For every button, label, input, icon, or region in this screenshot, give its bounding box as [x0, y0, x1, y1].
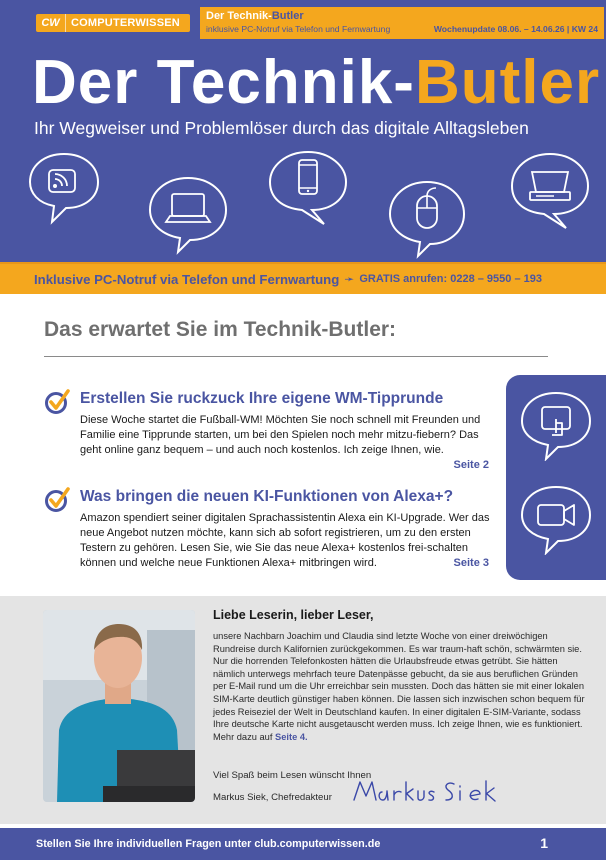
- letter-author: Markus Siek, Chefredakteur: [213, 792, 332, 803]
- contents-item-page[interactable]: Seite 2: [453, 459, 489, 471]
- letter-page-ref[interactable]: Seite 4.: [275, 731, 308, 742]
- checkmark-icon: [44, 388, 70, 414]
- editor-photo: [43, 610, 195, 802]
- pc-notruf-strip: [0, 262, 606, 294]
- tablet-touch-icon: [518, 389, 594, 461]
- checkmark-icon: [44, 486, 70, 512]
- wifi-icon: [22, 148, 106, 226]
- laptop-icon: [142, 172, 234, 256]
- device-icon-row: [0, 140, 606, 262]
- arrow-right-icon: ➛: [344, 272, 355, 286]
- issue-info-box: [200, 7, 604, 39]
- publication-title: Der Technik-Butler: [32, 48, 601, 117]
- masthead: [0, 0, 606, 262]
- scanner-icon: [504, 148, 596, 232]
- smartphone-icon: [262, 146, 354, 228]
- signature: [350, 776, 500, 806]
- side-icon-panel: [506, 375, 606, 580]
- page-number: 1: [540, 835, 548, 851]
- video-camera-icon: [518, 483, 594, 555]
- contents-item[interactable]: [44, 388, 494, 476]
- letter-closing: Viel Spaß beim Lesen wünscht Ihnen: [213, 770, 372, 781]
- publication-subtitle: Ihr Wegweiser und Problemlöser durch das digitale Alltagsleben: [34, 118, 529, 138]
- logo-badge: CW: [36, 14, 66, 32]
- issue-title: Der Technik-Butler: [206, 10, 304, 22]
- contents-heading: Das erwartet Sie im Technik-Butler:: [44, 318, 397, 341]
- logo-name: COMPUTERWISSEN: [71, 17, 180, 29]
- issue-meta: [206, 23, 598, 36]
- page-footer: [0, 828, 606, 860]
- letter-body: unsere Nachbarn Joachim und Claudia sind letzte Woche von einer dreiwöchigen Rundreise durch Kalifornien zurückgekommen. Es war traum-haft schön, schwärmten sie. Nur die horrenden Telefonkosten hätten die Urlaubsfreude etwas getrübt. Sie hätten nämlich unterwegs mehrfach teure Datenpässe gebucht, da sie aus beruflichen Gründen per E-Mail rund um die Uhr erreichbar sein mussten. Doch das hätten sie mit einer lokalen SIM-Karte deutlich günstiger haben können. Die lassen sich inzwischen schon bequem für jedes Reiseziel der Welt in Deutschland kaufen. In einer digitalen E-SIM-Variante, sodass Ihre deutsche Karte nicht ausgetauscht werden muss. Ich zeige Ihnen, wie es funktioniert. Mehr dazu auf Seite 4.: [213, 631, 585, 742]
- mouse-icon: [382, 176, 472, 260]
- contents-item[interactable]: [44, 486, 494, 574]
- contents-item-text: Diese Woche startet die Fußball-WM! Möchten Sie noch schnell mit Freunden und Familie eine Tipprunde starten, um bei den Spielen noch mehr mitzu-fiebern? Das geht online ganz bequem – und auch noch kostenlos. Ich zeige Ihnen, wie.: [80, 414, 481, 456]
- letter-greeting: Liebe Leserin, lieber Leser,: [213, 608, 374, 622]
- contents-item-title[interactable]: Was bringen die neuen KI-Funktionen von Alexa+?: [80, 488, 454, 505]
- contents-item-text: Amazon spendiert seiner digitalen Sprachassistentin Alexa ein KI-Upgrade. Wer das neue Angebot nutzen möchte, kann sich ab sofort registrieren, um zu den ersten Testern zu gehören. Lesen Sie, wie Sie das neue Alexa+ kostenlos frei-schalten können und welche neue Funktionen Alexa+ mitbringen wird.: [80, 512, 490, 569]
- computerwissen-logo[interactable]: [36, 14, 190, 32]
- footer-text[interactable]: Stellen Sie Ihre individuellen Fragen unter club.computerwissen.de: [36, 838, 381, 850]
- contents-item-title[interactable]: Erstellen Sie ruckzuck Ihre eigene WM-Tipprunde: [80, 390, 444, 407]
- contents-item-page[interactable]: Seite 3: [453, 557, 489, 569]
- notruf-text: Inklusive PC-Notruf via Telefon und Fernwartung: [34, 271, 340, 287]
- divider: [44, 356, 548, 357]
- editor-portrait-image: [43, 610, 195, 802]
- top-bar: [0, 0, 606, 46]
- notruf-phone[interactable]: GRATIS anrufen: 0228 – 9550 – 193: [359, 273, 542, 285]
- issue-tagline: inklusive PC-Notruf via Telefon und Fernwartung: [206, 24, 391, 34]
- issue-week: Wochenupdate 08.06. – 14.06.26 | KW 24: [433, 24, 598, 34]
